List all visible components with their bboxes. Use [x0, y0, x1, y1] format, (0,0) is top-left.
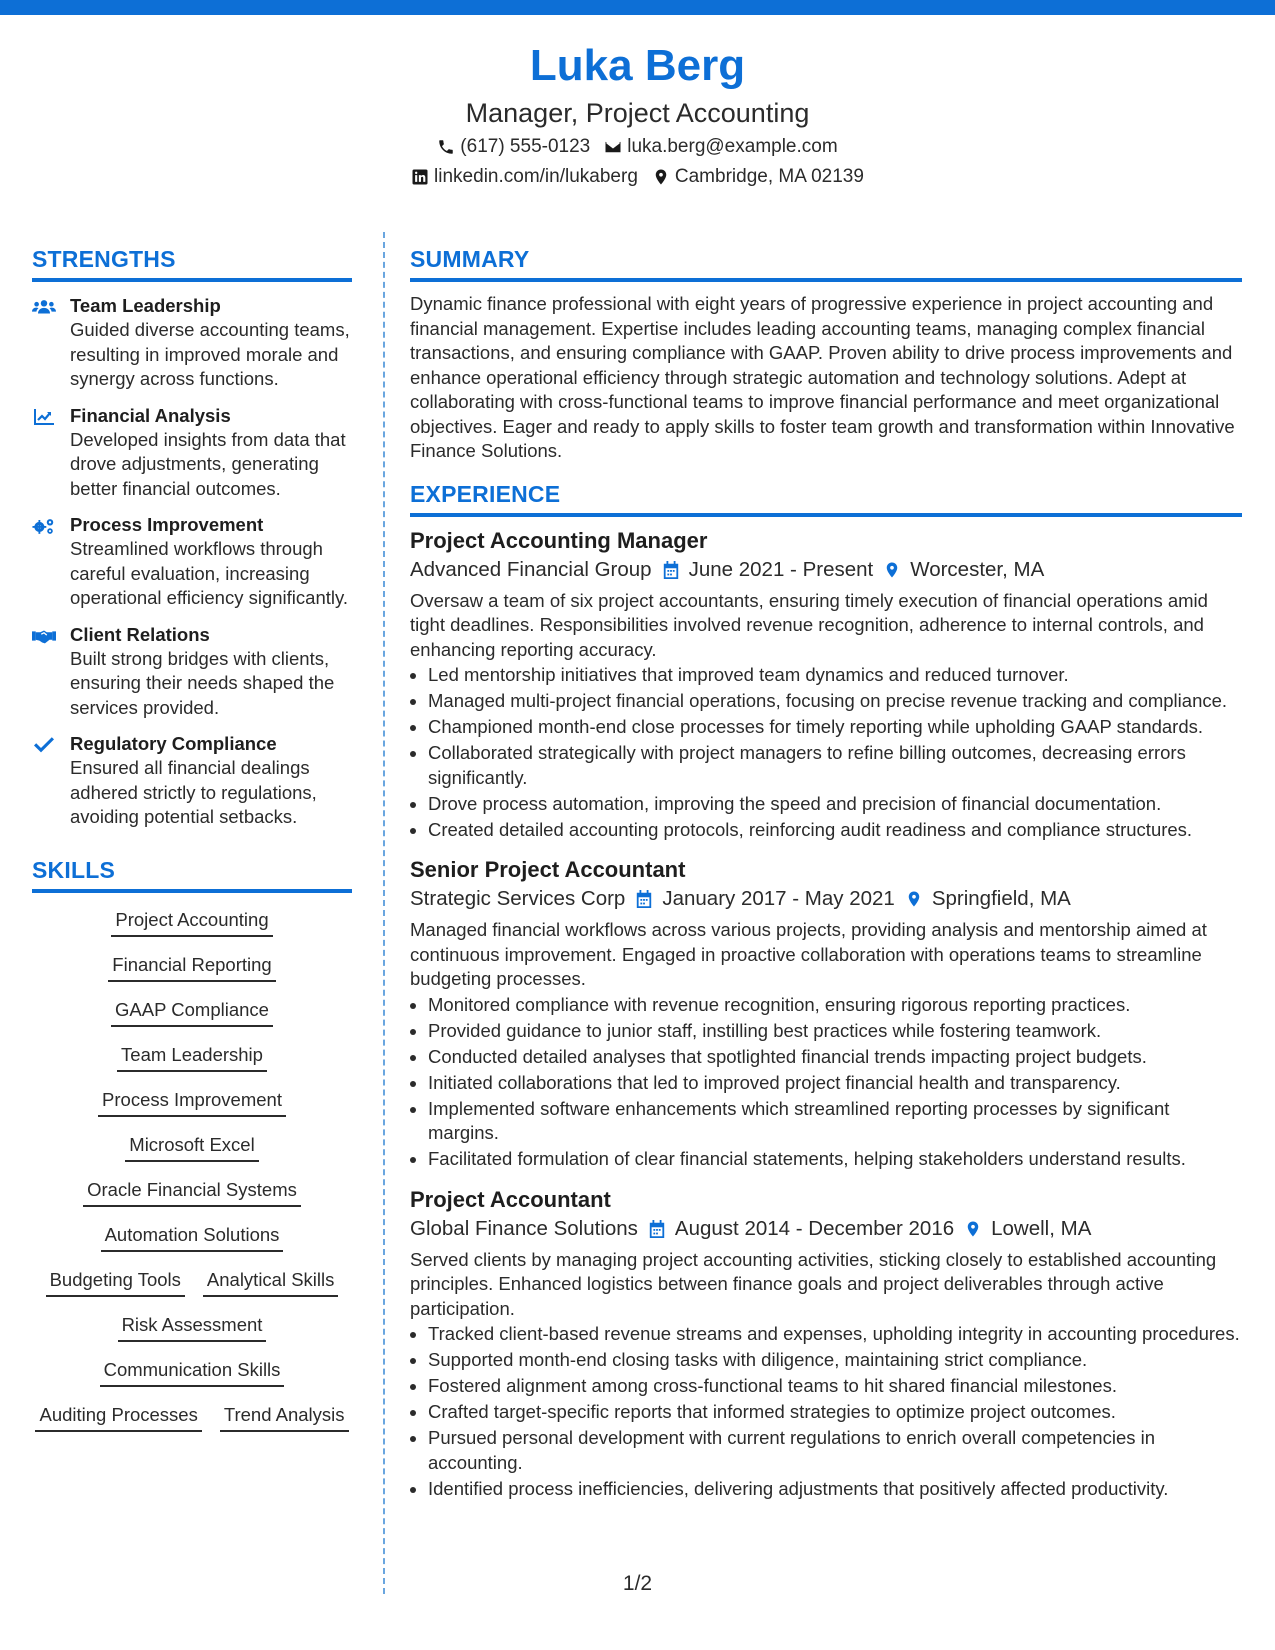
strength-item: [32, 623, 352, 721]
job-location: Worcester, MA: [910, 557, 1045, 581]
skill-tag: Oracle Financial Systems: [83, 1177, 301, 1207]
skill-tag: Trend Analysis: [220, 1402, 349, 1432]
job-bullet: • Pursued personal development with current regulations to enrich overall competencies in accounting.: [428, 1426, 1242, 1475]
strength-item: [32, 294, 352, 392]
job-bullet: • Facilitated formulation of clear financial statements, helping stakeholders understand results.: [428, 1147, 1242, 1172]
column-divider: [383, 232, 385, 1594]
right-column: [410, 245, 1242, 1503]
job-company: Strategic Services Corp: [410, 887, 626, 910]
candidate-title: Manager, Project Accounting: [465, 98, 810, 128]
job-bullet: • Provided guidance to junior staff, instilling best practices while fostering teamwork.: [428, 1019, 1242, 1044]
linkedin-contact[interactable]: [411, 162, 638, 192]
job-entry: [410, 1186, 1242, 1502]
phone-contact: [437, 132, 590, 162]
contact-row-2: [0, 162, 1275, 192]
job-bullet: • Supported month-end closing tasks with diligence, maintaining strict compliance.: [428, 1348, 1242, 1373]
left-column: [32, 245, 352, 1447]
job-dates: January 2017 - May 2021: [662, 887, 895, 910]
page-number: 1/2: [622, 1572, 653, 1595]
job-dates: August 2014 - December 2016: [674, 1216, 955, 1240]
summary-text: Dynamic finance professional with eight years of progressive experience in project accounting and financial management. Expertise includes leading accounting teams, managing complex financial transactions, and ensuring compliance with GAAP. Proven ability to drive process improvements and enhance operational efficiency through strategic automation and technology solutions. Adept at collaborating with cross-functional teams to improve financial performance and meet organizational objectives. Eager and ready to apply skills to foster team growth and transformation within Innovative Finance Solutions.: [410, 293, 1235, 461]
calendar-icon: [635, 889, 653, 909]
email-contact[interactable]: [604, 132, 837, 162]
job-bullet: • Created detailed accounting protocols, reinforcing audit readiness and compliance structures.: [428, 818, 1242, 843]
strength-title: Regulatory Compliance: [70, 733, 277, 754]
linkedin-icon: [411, 168, 429, 186]
strength-desc: Ensured all financial dealings adhered strictly to regulations, avoiding potential setbacks.: [70, 757, 317, 827]
strength-title: Process Improvement: [70, 514, 264, 535]
job-title: Senior Project Accountant: [410, 857, 686, 882]
job-bullet: • Championed month-end close processes for timely reporting while upholding GAAP standards.: [428, 715, 1242, 740]
job-bullet: • Tracked client-based revenue streams and expenses, upholding integrity in accounting procedures.: [428, 1322, 1242, 1347]
strength-title: Client Relations: [70, 623, 210, 645]
job-bullet: • Drove process automation, improving the speed and precision of financial documentation.: [428, 792, 1242, 817]
job-bullets: [410, 993, 1242, 1172]
strength-desc: Developed insights from data that drove adjustments, generating better financial outcomes.: [70, 428, 346, 499]
job-bullet: • Identified process inefficiencies, delivering adjustments that positively affected productivity.: [428, 1477, 1242, 1502]
experience-heading: EXPERIENCE: [410, 480, 1242, 517]
job-dates: June 2021 - Present: [688, 557, 874, 581]
contact-row-1: [0, 132, 1275, 162]
skill-tag: Budgeting Tools: [46, 1267, 185, 1297]
job-title: Project Accountant: [410, 1186, 611, 1212]
strengths-heading: STRENGTHS: [32, 245, 352, 282]
job-location: Springfield, MA: [931, 887, 1071, 910]
skill-tag: Analytical Skills: [203, 1267, 339, 1297]
job-bullet: • Crafted target-specific reports that informed strategies to optimize project outcomes.: [428, 1400, 1242, 1425]
users-icon: [32, 297, 56, 317]
strength-desc: Built strong bridges with clients, ensuring their needs shaped the services provided.: [70, 647, 335, 718]
skill-tag: Microsoft Excel: [125, 1132, 258, 1162]
map-pin-icon: [652, 168, 670, 186]
job-bullet: • Implemented software enhancements which streamlined reporting processes by significant margins.: [428, 1097, 1242, 1146]
job-entry: [410, 856, 1242, 1172]
job-bullet: • Collaborated strategically with project managers to refine billing outcomes, decreasing errors significantly.: [428, 741, 1242, 790]
job-company: Advanced Financial Group: [410, 557, 652, 581]
skill-tag: GAAP Compliance: [111, 997, 273, 1027]
job-bullet: • Monitored compliance with revenue recognition, ensuring rigorous reporting practices.: [428, 993, 1242, 1018]
skill-tag: Communication Skills: [100, 1357, 285, 1387]
top-accent-bar: [0, 0, 1275, 15]
map-pin-icon: [883, 560, 901, 580]
job-meta: [410, 555, 1242, 585]
calendar-icon: [662, 560, 680, 580]
job-bullets: [410, 663, 1242, 842]
strength-desc: Streamlined workflows through careful evaluation, increasing operational efficiency significantly.: [70, 538, 348, 608]
job-description: Managed financial workflows across various projects, providing analysis and mentorship aimed at continuous improvement. Engaged in proactive collaboration with operations teams to streamline budgeting processes.: [410, 919, 1207, 989]
strength-desc: Guided diverse accounting teams, resulting in improved morale and synergy across functions.: [70, 319, 350, 389]
job-bullet: • Managed multi-project financial operations, focusing on precise revenue tracking and compliance.: [428, 689, 1242, 714]
job-description: Oversaw a team of six project accountants, ensuring timely execution of financial operations amid tight deadlines. Responsibilities involved revenue recognition, adherence to internal controls, and enhancing reporting accuracy.: [410, 589, 1208, 660]
job-meta: [410, 884, 1242, 914]
skill-tag: Team Leadership: [117, 1042, 267, 1072]
strength-item: [32, 513, 352, 611]
job-description: Served clients by managing project accounting activities, sticking closely to established accounting principles. Enhanced logistics between finance goals and project deliverables through active participation.: [410, 1248, 1217, 1319]
job-bullet: • Conducted detailed analyses that spotlighted financial trends impacting project budgets.: [428, 1045, 1242, 1070]
linkedin-text[interactable]: linkedin.com/in/lukaberg: [434, 166, 638, 187]
job-location: Lowell, MA: [991, 1216, 1092, 1240]
location-text: Cambridge, MA 02139: [674, 166, 864, 187]
job-meta: [410, 1214, 1242, 1244]
handshake-icon: [32, 626, 56, 646]
job-company: Global Finance Solutions: [410, 1216, 638, 1240]
strength-title: Team Leadership: [70, 295, 221, 316]
skills-list: [32, 907, 352, 1447]
job-title: Project Accounting Manager: [410, 527, 708, 553]
email-text[interactable]: luka.berg@example.com: [627, 136, 838, 157]
calendar-icon: [648, 1219, 666, 1239]
job-entry: [410, 527, 1242, 843]
strength-title: Financial Analysis: [70, 404, 231, 426]
job-bullet: • Initiated collaborations that led to improved project financial health and transparency.: [428, 1071, 1242, 1096]
check-icon: [32, 735, 56, 755]
skill-tag: Process Improvement: [98, 1087, 286, 1117]
summary-heading: SUMMARY: [410, 245, 1242, 282]
phone-icon: [437, 138, 455, 156]
skill-tag: Project Accounting: [111, 907, 272, 937]
skill-tag: Auditing Processes: [35, 1402, 201, 1432]
skill-tag: Risk Assessment: [118, 1312, 267, 1342]
candidate-name: Luka Berg: [529, 41, 746, 90]
strength-item: [32, 404, 352, 502]
location-contact: [652, 162, 864, 192]
map-pin-icon: [905, 889, 923, 909]
skill-tag: Automation Solutions: [101, 1222, 284, 1252]
job-bullets: [410, 1322, 1242, 1501]
strength-item: [32, 732, 352, 830]
envelope-icon: [604, 138, 622, 156]
skills-heading: SKILLS: [32, 856, 352, 893]
resume-header: [0, 40, 1275, 192]
map-pin-icon: [964, 1219, 982, 1239]
skill-tag: Financial Reporting: [108, 952, 275, 982]
phone-text: (617) 555-0123: [460, 136, 591, 157]
cogs-icon: [32, 516, 56, 536]
job-bullet: • Fostered alignment among cross-functional teams to hit shared financial milestones.: [428, 1374, 1242, 1399]
job-bullet: • Led mentorship initiatives that improved team dynamics and reduced turnover.: [428, 663, 1242, 688]
chart-line-icon: [32, 407, 56, 427]
